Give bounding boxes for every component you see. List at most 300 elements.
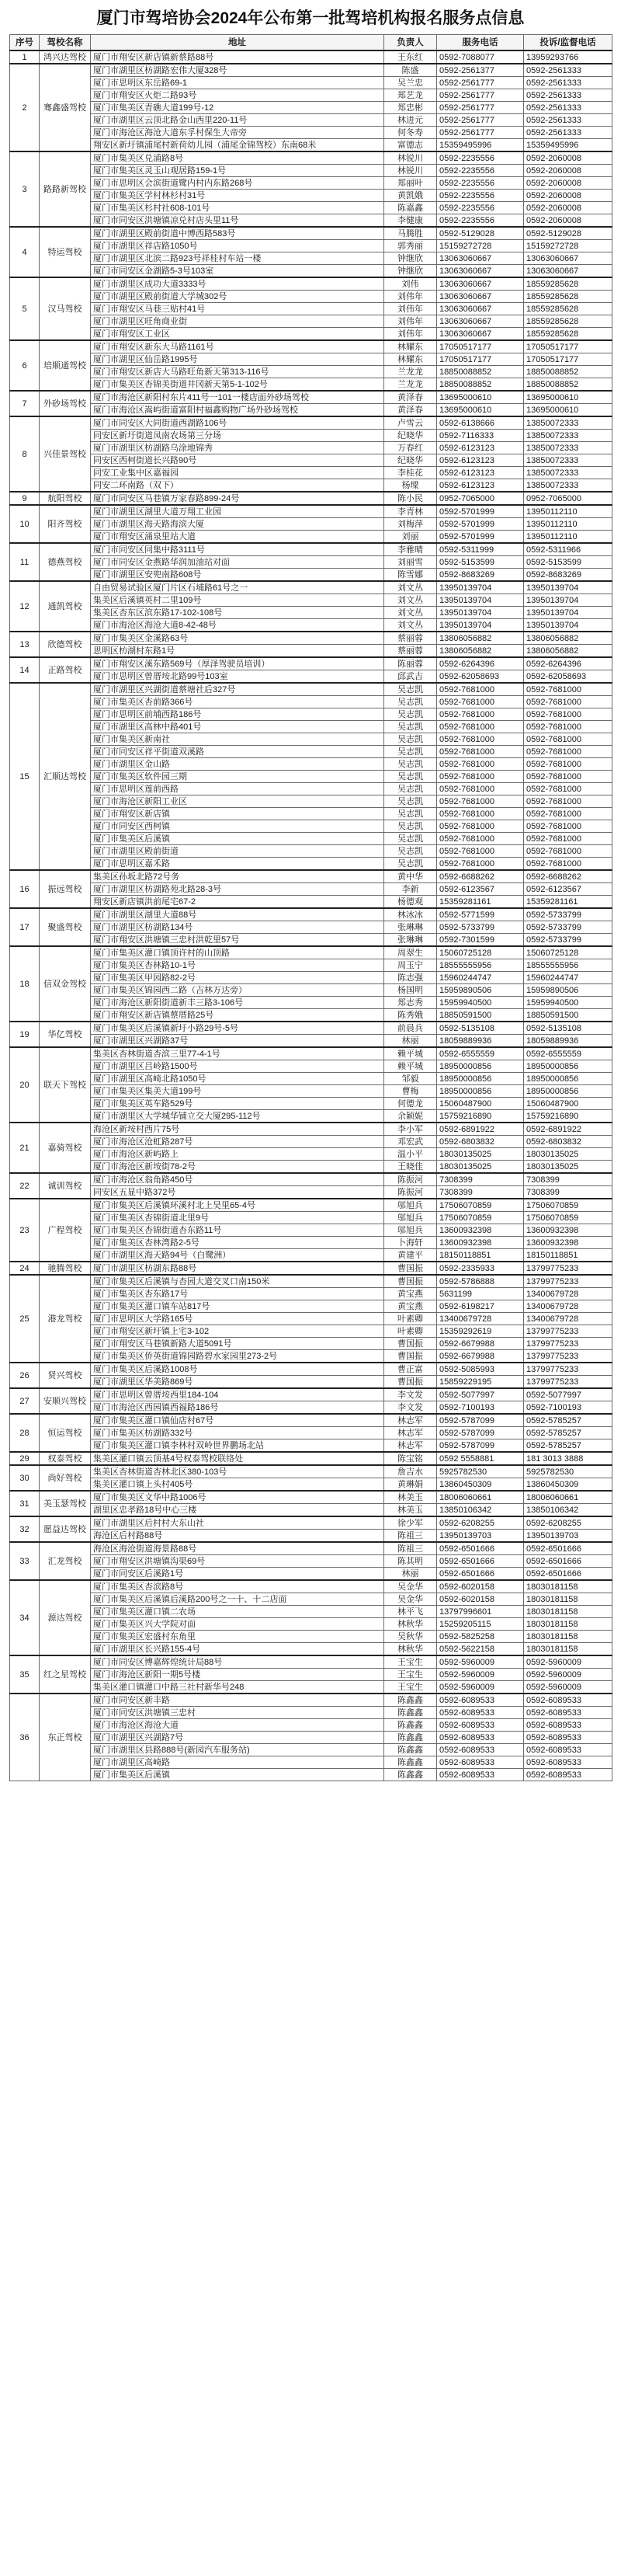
person-cell: 黄泽春 [384,391,437,404]
person-cell: 郑艺龙 [384,89,437,102]
service-phone-cell: 0592-6501666 [437,1568,524,1581]
service-phone-cell: 0592-7681000 [437,795,524,808]
address-cell: 集美区杏东区滨东路17-102-108号 [91,607,384,619]
table-row [10,240,612,252]
service-phone-cell: 0592-6138666 [437,416,524,430]
complaint-phone-cell: 18950000856 [524,1085,612,1098]
table-row [10,1224,612,1237]
service-phone-cell: 0592-7681000 [437,845,524,858]
person-cell: 李文发 [384,1401,437,1415]
table-row [10,833,612,845]
address-cell: 厦门市翔安区马巷镇新路大道5091号 [91,1338,384,1350]
table-row [10,1363,612,1376]
complaint-phone-cell: 13400679728 [524,1300,612,1313]
service-phone-cell: 0592-5787099 [437,1427,524,1439]
person-cell: 吴志凯 [384,683,437,696]
service-phone-cell: 0592-5771599 [437,908,524,921]
address-cell: 同安二环南路（双下） [91,479,384,493]
person-cell: 林平飞 [384,1606,437,1618]
service-phone-cell: 0592-7681000 [437,833,524,845]
service-phone-cell: 0592-7681000 [437,708,524,721]
person-cell: 杨墚 [384,479,437,493]
table-row [10,870,612,883]
person-cell: 陈盛 [384,64,437,77]
page-title: 厦门市驾培协会2024年公布第一批驾培机构报名服务点信息 [96,9,525,27]
address-cell: 厦门市集美区宏盛村东角里 [91,1631,384,1643]
service-phone-cell: 0592-6123123 [437,454,524,467]
address-cell: 同安工业集中区嘉福园 [91,467,384,479]
complaint-phone-cell: 15060487900 [524,1098,612,1110]
school-name-cell: 兴佳景驾校 [40,416,91,492]
service-phone-cell: 0592-2561777 [437,77,524,89]
service-phone-cell: 0952-7065000 [437,492,524,505]
person-cell: 万春红 [384,442,437,454]
address-cell: 厦门市湖里区北滨二路923号祥桂村车站一楼 [91,252,384,265]
table-row [10,366,612,378]
complaint-phone-cell: 13400679728 [524,1288,612,1300]
complaint-phone-cell: 0592-5733799 [524,921,612,934]
person-cell: 林秋华 [384,1643,437,1656]
person-cell: 徐少军 [384,1516,437,1530]
table-row [10,64,612,77]
person-cell: 陈鑫鑫 [384,1756,437,1769]
service-phone-cell: 0592-6208255 [437,1516,524,1530]
service-phone-cell: 0592-5786888 [437,1275,524,1288]
person-cell: 邱武吉 [384,670,437,684]
person-cell: 曹国振 [384,1350,437,1363]
table-row [10,1035,612,1048]
complaint-phone-cell: 13950139704 [524,619,612,632]
complaint-phone-cell: 0592-2561333 [524,89,612,102]
complaint-phone-cell: 13799775233 [524,1376,612,1389]
person-cell: 刘伟年 [384,315,437,328]
seq-cell: 3 [10,151,40,227]
address-cell: 集美区杏林街道杏滨三里77-4-1号 [91,1047,384,1060]
address-cell: 厦门市湖里区海天路94号（白鹭洲） [91,1249,384,1262]
complaint-phone-cell: 17050517177 [524,340,612,353]
address-cell: 厦门市集美区杏锦街道杏东路11号 [91,1224,384,1237]
person-cell: 陈鑫鑫 [384,1694,437,1707]
person-cell: 陈秀娥 [384,1009,437,1022]
complaint-phone-cell: 13799775233 [524,1363,612,1376]
table-row [10,556,612,569]
person-cell: 陈其明 [384,1555,437,1568]
complaint-phone-cell: 17050517177 [524,353,612,366]
table-row [10,378,612,392]
service-phone-cell: 0592-7681000 [437,696,524,708]
table-row [10,1136,612,1148]
table-row [10,89,612,102]
table-row [10,733,612,746]
table-row [10,632,612,645]
complaint-phone-cell: 0592-5129028 [524,227,612,240]
address-cell: 厦门市集美区后溪镇新圩小路29号-5号 [91,1022,384,1035]
address-cell: 厦门市集美区新南社 [91,733,384,746]
seq-cell: 25 [10,1275,40,1363]
complaint-phone-cell: 18030181158 [524,1618,612,1631]
complaint-phone-cell: 0592-6123567 [524,883,612,896]
table-row [10,1060,612,1073]
table-row [10,607,612,619]
complaint-phone-cell: 0592-7681000 [524,708,612,721]
service-phone-cell: 0592-5135108 [437,1022,524,1035]
service-phone-cell: 0592-5153599 [437,556,524,569]
complaint-phone-cell: 18850088852 [524,366,612,378]
person-cell: 张琳琳 [384,921,437,934]
address-cell: 厦门市集美区灵玉山观居路159-1号 [91,165,384,177]
complaint-phone-cell: 0592-7681000 [524,696,612,708]
complaint-phone-cell: 0592-2060008 [524,165,612,177]
service-phone-cell: 0592-2235556 [437,177,524,190]
address-cell: 厦门市集美区学村林杉村31号 [91,190,384,202]
table-row [10,696,612,708]
table-row [10,1300,612,1313]
service-phone-cell: 18555555956 [437,959,524,972]
person-cell: 周玉宁 [384,959,437,972]
complaint-phone-cell: 13950139704 [524,607,612,619]
address-cell: 厦门市集美区锦园西二路（吉林万达旁） [91,984,384,997]
table-row [10,1325,612,1338]
complaint-phone-cell: 18555555956 [524,959,612,972]
person-cell: 王东红 [384,50,437,64]
address-cell: 厦门市海沧区翁角路450号 [91,1173,384,1186]
service-phone-cell: 18030135025 [437,1161,524,1174]
person-cell: 陈宝铭 [384,1452,437,1465]
service-phone-cell: 13806056882 [437,632,524,645]
service-phone-cell: 0592-6089533 [437,1719,524,1732]
address-cell: 厦门市同安区金燕路华润加油站对面 [91,556,384,569]
person-cell: 李桂花 [384,467,437,479]
seq-cell: 36 [10,1694,40,1781]
address-cell: 厦门市湖里区祥店路1050号 [91,240,384,252]
service-phone-cell: 13600932398 [437,1224,524,1237]
person-cell: 李小军 [384,1123,437,1136]
service-phone-cell: 13063060667 [437,303,524,315]
complaint-phone-cell: 13950139704 [524,594,612,607]
table-row [10,1631,612,1643]
table-row [10,1110,612,1123]
table-row [10,1313,612,1325]
complaint-phone-cell: 0592-6803832 [524,1136,612,1148]
person-cell: 吴志凯 [384,746,437,758]
person-cell: 郑忠彬 [384,102,437,114]
person-cell: 陈鑫鑫 [384,1769,437,1781]
person-cell: 邬旭兵 [384,1212,437,1224]
school-name-cell: 通凯驾校 [40,581,91,632]
person-cell: 王宝生 [384,1655,437,1669]
table-row [10,1047,612,1060]
table-row [10,1504,612,1517]
address-cell: 厦门市集美区青礁大道199号-12 [91,102,384,114]
table-row [10,771,612,783]
complaint-phone-cell: 0592-7681000 [524,746,612,758]
person-cell: 前晨兵 [384,1022,437,1035]
table-row [10,1452,612,1465]
seq-cell: 12 [10,581,40,632]
service-phone-cell: 13063060667 [437,277,524,291]
complaint-phone-cell: 0592-7681000 [524,758,612,771]
service-phone-cell: 13600932398 [437,1237,524,1249]
complaint-phone-cell: 13850072333 [524,442,612,454]
address-cell: 厦门市湖里区云顶北路金山西里220-11号 [91,114,384,127]
service-phone-cell: 15859229195 [437,1376,524,1389]
address-cell: 厦门市湖里区仙岳路1995号 [91,353,384,366]
complaint-phone-cell: 18030181158 [524,1606,612,1618]
person-cell: 卢雪云 [384,416,437,430]
address-cell: 厦门市同安区洪塘镇三忠村 [91,1707,384,1719]
table-row [10,1542,612,1555]
seq-cell: 18 [10,946,40,1022]
address-cell: 厦门市集美区杏东路17号 [91,1288,384,1300]
table-row [10,353,612,366]
complaint-phone-cell: 0592-2561333 [524,114,612,127]
complaint-phone-cell: 0592-2561333 [524,102,612,114]
person-cell: 邬旭兵 [384,1224,437,1237]
address-cell: 厦门市湖里区县路888号(新园汽车服务站) [91,1744,384,1756]
school-name-cell: 权泰驾校 [40,1452,91,1465]
complaint-phone-cell: 13063060667 [524,252,612,265]
service-phone-cell: 13950139703 [437,1530,524,1543]
complaint-phone-cell: 0592-5785257 [524,1414,612,1427]
complaint-phone-cell: 0592-2561333 [524,77,612,89]
address-cell: 厦门市集美区侨英街道锦园路碧水家园里273-2号 [91,1350,384,1363]
person-cell: 刘伟年 [384,291,437,303]
service-phone-cell: 0592-5077997 [437,1388,524,1401]
address-cell: 集美区灌口镇云顶基4号权泰驾校联络处 [91,1452,384,1465]
complaint-phone-cell: 0592-62058693 [524,670,612,684]
address-cell: 厦门市翔安区溪东路569号（厚泽驾驶员培训） [91,657,384,670]
address-cell: 厦门市翔安区新店镇新蔡路88号 [91,50,384,64]
person-cell: 吴志凯 [384,708,437,721]
seq-cell: 24 [10,1262,40,1275]
address-cell: 厦门市海沧区新阳村东片411号一101一楼店面外砂场驾校 [91,391,384,404]
service-phone-cell: 0592-7681000 [437,733,524,746]
table-row [10,1161,612,1174]
service-phone-cell: 13063060667 [437,265,524,278]
person-cell: 吴志凯 [384,696,437,708]
seq-cell: 21 [10,1123,40,1173]
person-cell: 邓宏武 [384,1136,437,1148]
table-row [10,1555,612,1568]
complaint-phone-cell: 0592-5733799 [524,908,612,921]
complaint-phone-cell: 18059889936 [524,1035,612,1048]
table-row [10,934,612,947]
service-phone-cell: 15959940500 [437,997,524,1009]
complaint-phone-cell: 0592-5960009 [524,1669,612,1681]
service-phone-cell: 0592-7100193 [437,1401,524,1415]
complaint-phone-cell: 0592-6089533 [524,1769,612,1781]
complaint-phone-cell: 18030135025 [524,1161,612,1174]
person-cell: 刘伟年 [384,303,437,315]
service-phone-cell: 0592-6123123 [437,467,524,479]
seq-cell: 29 [10,1452,40,1465]
person-cell: 吴金华 [384,1593,437,1606]
complaint-phone-cell: 0592-6089533 [524,1707,612,1719]
complaint-phone-cell: 0592-2060008 [524,177,612,190]
address-cell: 厦门市思明区曾厝垵北路99号103室 [91,670,384,684]
complaint-phone-cell: 0592-7681000 [524,845,612,858]
complaint-phone-cell: 18030181158 [524,1631,612,1643]
service-phone-cell: 18850088852 [437,366,524,378]
address-cell: 厦门市湖里区海天路海滨大厦 [91,518,384,531]
address-cell: 厦门市集美区甲园路82-2号 [91,972,384,984]
table-row [10,645,612,658]
service-phone-cell: 15159272728 [437,240,524,252]
table-row [10,1123,612,1136]
school-name-cell: 汇龙驾校 [40,1542,91,1580]
complaint-phone-cell: 0592-5960009 [524,1681,612,1694]
complaint-phone-cell: 15959940500 [524,997,612,1009]
address-cell: 厦门市翔安区火炬二路93号 [91,89,384,102]
table-row [10,1643,612,1656]
address-cell: 厦门市海沧区新阳一期5号楼 [91,1669,384,1681]
complaint-phone-cell: 15359495996 [524,139,612,152]
address-cell: 集美区杏林街道杏林北区380-103号 [91,1465,384,1478]
complaint-phone-cell: 0592-6089533 [524,1719,612,1732]
table-row [10,328,612,341]
table-row [10,214,612,228]
school-name-cell: 红之星驾校 [40,1655,91,1694]
person-cell: 林耀东 [384,353,437,366]
service-phone-cell: 0592-6123567 [437,883,524,896]
table-row [10,783,612,795]
complaint-phone-cell: 18559285628 [524,328,612,341]
seq-cell: 9 [10,492,40,505]
table-row [10,795,612,808]
person-cell: 曹国振 [384,1262,437,1275]
table-body [10,50,612,1781]
complaint-phone-cell: 0592-6688262 [524,870,612,883]
address-cell: 厦门市湖里区兴湖街道蔡塘社后327号 [91,683,384,696]
service-phone-cell: 13063060667 [437,328,524,341]
service-phone-cell: 18030135025 [437,1148,524,1161]
person-cell: 王宝生 [384,1669,437,1681]
table-row [10,708,612,721]
school-name-cell: 特运驾校 [40,227,91,277]
address-cell: 厦门市集美区后溪镇与杏园大道交叉口南150米 [91,1275,384,1288]
table-row [10,1376,612,1389]
seq-cell: 7 [10,391,40,416]
address-cell: 厦门市湖里区长兴路155-4号 [91,1643,384,1656]
person-cell: 黄宝燕 [384,1300,437,1313]
person-cell: 兰龙龙 [384,378,437,392]
service-phone-cell: 0592-2561777 [437,114,524,127]
person-cell: 陈祖三 [384,1530,437,1543]
service-phone-cell: 15359495996 [437,139,524,152]
person-cell: 黄泽春 [384,404,437,417]
person-cell: 黄宝燕 [384,1288,437,1300]
address-cell: 厦门市翔安区新东大马路1161号 [91,340,384,353]
school-name-cell: 恒运驾校 [40,1414,91,1452]
address-cell: 翔安区新圩镇浦尾村新荷幼儿园（浦尾金锦驾校）东南68米 [91,139,384,152]
person-cell: 陈嘉鑫 [384,202,437,214]
address-cell: 厦门市同安区同集中路3111号 [91,543,384,556]
service-phone-cell: 0592-7681000 [437,721,524,733]
table-row [10,1681,612,1694]
table-row [10,531,612,544]
person-cell: 吴志凯 [384,858,437,871]
table-row [10,1732,612,1744]
table-row [10,921,612,934]
complaint-phone-cell: 7308399 [524,1186,612,1199]
school-name-cell: 航阳驾校 [40,492,91,505]
person-cell: 陈鑫鑫 [384,1744,437,1756]
table-row [10,657,612,670]
person-cell: 刘文丛 [384,594,437,607]
service-phone-cell: 0592-5787099 [437,1439,524,1453]
service-phone-cell: 0592-6089533 [437,1694,524,1707]
person-cell: 纪晓华 [384,430,437,442]
address-cell: 厦门市集美区灌口镇二农场 [91,1606,384,1618]
service-phone-cell: 0592-5701999 [437,505,524,518]
address-cell: 集美区灌口镇上头村405号 [91,1478,384,1492]
address-cell: 厦门市湖里区旺角商业街 [91,315,384,328]
complaint-phone-cell: 0592-5311966 [524,543,612,556]
service-phone-cell: 17506070859 [437,1212,524,1224]
table-row [10,1338,612,1350]
school-name-cell: 汇顺达驾校 [40,683,91,870]
complaint-phone-cell: 0592-6089533 [524,1732,612,1744]
complaint-phone-cell: 18006060661 [524,1491,612,1504]
address-cell: 厦门市湖里区大学城华铺立交大厦295-112号 [91,1110,384,1123]
service-phone-cell: 0592-6020158 [437,1593,524,1606]
seq-cell: 22 [10,1173,40,1199]
address-cell: 厦门市集美区英车路529号 [91,1098,384,1110]
person-cell: 黄建平 [384,1249,437,1262]
table-row [10,518,612,531]
table-row [10,430,612,442]
header-complaint-phone: 投诉/监督电话 [524,35,612,51]
address-cell: 厦门市湖里区湖里大道万翔工业园 [91,505,384,518]
complaint-phone-cell: 17506070859 [524,1199,612,1212]
complaint-phone-cell: 13600932398 [524,1224,612,1237]
complaint-phone-cell: 13400679728 [524,1313,612,1325]
person-cell: 黄中华 [384,870,437,883]
person-cell: 郑志秀 [384,997,437,1009]
school-name-cell: 聚盛驾校 [40,908,91,946]
complaint-phone-cell: 0592-7681000 [524,795,612,808]
school-name-cell: 驰腾驾校 [40,1262,91,1275]
address-cell: 厦门市集美区杏林湾路2-5号 [91,1237,384,1249]
service-phone-cell: 0592-6123123 [437,442,524,454]
complaint-phone-cell: 18950000856 [524,1073,612,1085]
table-row [10,619,612,632]
complaint-phone-cell: 18030181158 [524,1643,612,1656]
address-cell: 厦门市湖里区枋湖路乌涂地锦秀 [91,442,384,454]
complaint-phone-cell: 13950112110 [524,505,612,518]
person-cell: 吴金华 [384,1580,437,1593]
service-phone-cell: 0592-7116333 [437,430,524,442]
service-phone-cell: 0592-2235556 [437,214,524,228]
address-cell: 翔安区新店镇洪前尾宅67-2 [91,896,384,909]
table-row [10,543,612,556]
complaint-phone-cell: 0592-7681000 [524,733,612,746]
table-row [10,1593,612,1606]
service-phone-cell: 18006060661 [437,1491,524,1504]
address-cell: 厦门市湖里区枋湖路苑北路28-3号 [91,883,384,896]
service-phone-cell: 0592-5129028 [437,227,524,240]
service-phone-cell: 17506070859 [437,1199,524,1212]
address-cell: 厦门市湖里区华美路869号 [91,1376,384,1389]
school-name-cell: 阳齐驾校 [40,505,91,543]
person-cell: 钟继欣 [384,265,437,278]
school-name-cell: 尚好驾校 [40,1465,91,1491]
service-phone-cell: 0592-5085993 [437,1363,524,1376]
school-name-cell: 振远驾校 [40,870,91,908]
person-cell: 林美玉 [384,1491,437,1504]
address-cell: 厦门市湖里区高林中路401号 [91,721,384,733]
person-cell: 吴志凯 [384,845,437,858]
